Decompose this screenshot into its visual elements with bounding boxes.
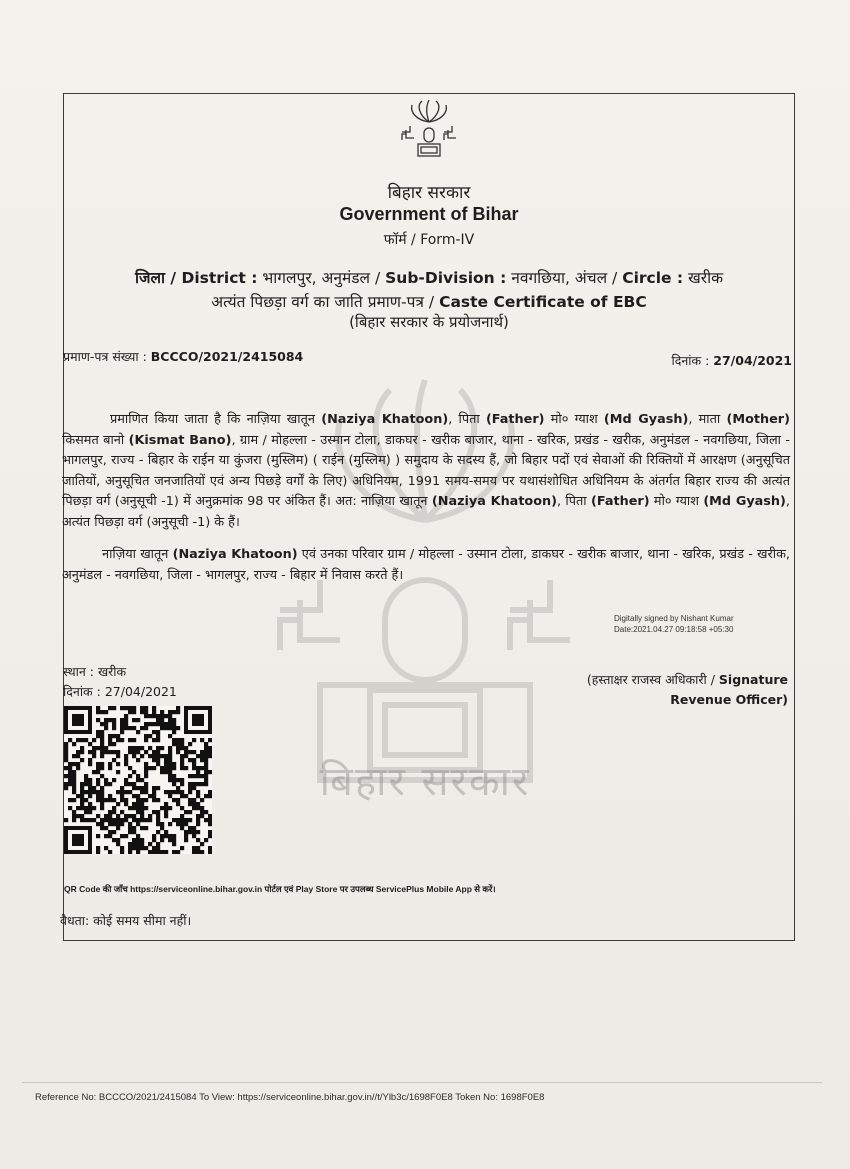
certificate-title-english: Caste Certificate of EBC (439, 293, 647, 311)
place-row: स्थान : खरीक (63, 664, 127, 679)
place-and-date (63, 662, 177, 702)
district-value: भागलपुर, अनुमंडल / (262, 269, 381, 287)
place-date-row: दिनांक : 27/04/2021 (63, 684, 177, 699)
certificate-purpose: (बिहार सरकार के प्रयोजनार्थ) (349, 313, 509, 331)
form-label: फॉर्म / Form-IV (383, 232, 475, 248)
validity-note: वैधता: कोई समय सीमा नहीं। (60, 913, 192, 928)
watermark-text: बिहार सरकार (319, 759, 531, 805)
signature-block (587, 670, 788, 710)
state-name-english: Government of Bihar (339, 204, 519, 224)
certificate-body-paragraph-2: नाज़िया खातून (Naziya Khatoon) एवं उनका परिवार ग्राम / मोहल्ला - उस्मान टोला, डाकघर - खरीक बाजार, थाना - खरिक, प्रखंड - खरीक, अनुमंडल - नवगछिया, जिला - भागलपुर, राज्य - बिहार में निवास करते हैं। (62, 547, 790, 583)
certificate-title (63, 290, 795, 312)
signature-line-2: Revenue Officer) (670, 692, 788, 707)
bihar-emblem-icon (396, 96, 462, 162)
circle-label: Circle : (622, 269, 684, 287)
issue-date (671, 352, 792, 369)
digital-signature-date: Date:2021.04.27 09:18:58 +05:30 (614, 625, 734, 634)
certificate-number (63, 348, 303, 365)
location-line (63, 266, 795, 288)
reference-footer: Reference No: BCCCO/2021/2415084 To View: https://serviceonline.bihar.gov.in//t/Ylb3c/1698F0E8 Token No: 1698F0E8 (35, 1092, 545, 1103)
state-name-hindi: बिहार सरकार (387, 183, 471, 203)
subdivision-label: Sub-Division : (385, 269, 507, 287)
digital-signature-signer: Digitally signed by Nishant Kumar (614, 614, 734, 623)
qr-code-icon[interactable] (64, 706, 212, 854)
district-label: जिला / District : (134, 269, 258, 287)
certificate-number-value: BCCCO/2021/2415084 (150, 349, 304, 364)
qr-verification-note: QR Code की जाँच https://serviceonline.bihar.gov.in पोर्टल एवं Play Store पर उपलब्ध ServicePlus Mobile App से करें। (64, 884, 496, 894)
signature-line-1: (हस्ताक्षर राजस्व अधिकारी / Signature (586, 672, 788, 687)
issue-date-value: 27/04/2021 (713, 353, 792, 368)
certificate-body-paragraph-1: प्रमाणित किया जाता है कि नाज़िया खातून (Naziya Khatoon), पिता (Father) मो० ग्याश (Md Gyash), माता (Mother) किसमत बानो (Kismat Bano), ग्राम / मोहल्ला - उस्मान टोला, डाकघर - खरीक बाजार, थाना - खरिक, प्रखंड - खरीक, अनुमंडल - नवगछिया, जिला - भागलपुर, राज्य - बिहार के राईन या कुंजरा (मुस्लिम) ( राईन (मुस्लिम) ) समुदाय के सदस्य हैं, जो बिहार पदों एवं सेवाओं की रिक्तियों में आरक्षण (अनुसूचित जातियों, अनुसूचित जनजातियों एवं अन्य पिछड़े वर्गों के लिए) अधिनियम, 1991 समय-समय पर यथासंशोधित अधिनियम के अंतर्गत बिहार राज्य की अत्यंत पिछड़ा वर्ग (अनुसूची -1) में अनुक्रमांक 98 पर अंकित हैं। अत: नाज़िया खातून (Naziya Khatoon), पिता (Father) मो० ग्याश (Md Gyash), अत्यंत पिछड़ा वर्ग (अनुसूची -1) के हैं। (62, 412, 790, 530)
footer-divider (22, 1082, 822, 1083)
issue-date-label: दिनांक : (671, 353, 710, 368)
circle-value: खरीक (688, 269, 724, 287)
digital-signature-stamp (614, 613, 734, 635)
certificate-number-label: प्रमाण-पत्र संख्या : (63, 349, 147, 364)
certificate-title-hindi: अत्यंत पिछड़ा वर्ग का जाति प्रमाण-पत्र / (211, 293, 435, 311)
subdivision-value: नवगछिया, अंचल / (511, 269, 618, 287)
